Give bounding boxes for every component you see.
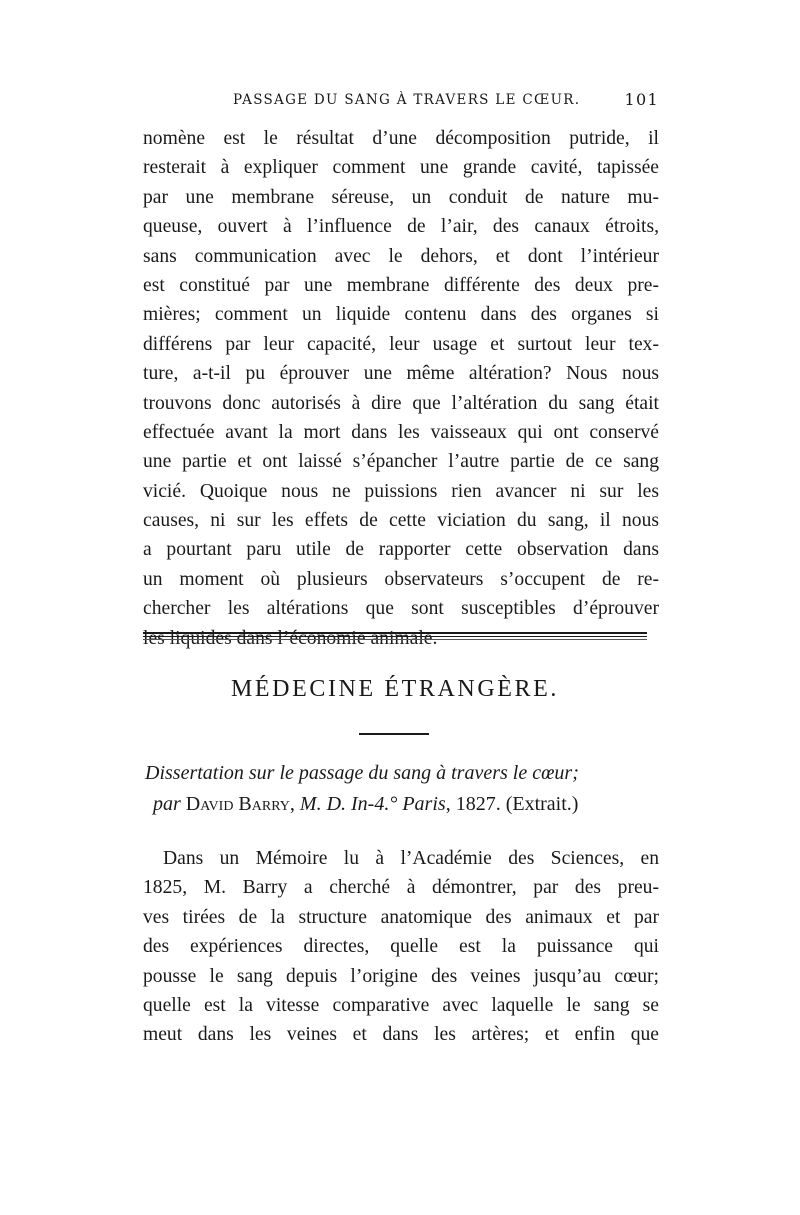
running-head-title: PASSAGE DU SANG À TRAVERS LE CŒUR. (233, 92, 581, 108)
section-divider (143, 632, 647, 640)
text-line: Dans un Mémoire lu à l’Académie des Sciences, en (163, 848, 659, 869)
text-line: nomène est le résultat d’une décomposition putride, il (143, 128, 659, 149)
text-line: un moment où plusieurs observateurs s’occupent de re- (143, 568, 659, 590)
page-number: 101 (624, 90, 659, 109)
citation-degree: M. D. (299, 793, 347, 815)
text-line: meut dans les veines et dans les artères; et enfin que (143, 1024, 659, 1046)
text-line: par une membrane séreuse, un conduit de nature mu- (143, 186, 659, 208)
text-line: pousse le sang depuis l’origine des veines jusqu’au cœur; (143, 965, 659, 987)
text-line: sans communication avec le dehors, et dont l’intérieur (143, 245, 659, 267)
text-line: différens par leur capacité, leur usage et surtout leur tex- (143, 333, 659, 355)
text-line: 1825, M. Barry a cherché à démontrer, par des preu- (143, 877, 659, 899)
text-line: quelle est la vitesse comparative avec laquelle le sang se (143, 994, 659, 1016)
citation-par: par (153, 793, 181, 815)
text-line: vicié. Quoique nous ne puissions rien avancer ni sur les (143, 480, 659, 502)
text-line: mières; comment un liquide contenu dans des organes si (143, 304, 659, 326)
text-line: resterait à expliquer comment une grande cavité, tapissée (143, 157, 659, 179)
title-underline (359, 733, 429, 735)
citation-title: Dissertation sur le passage du sang à travers le cœur; (145, 762, 579, 784)
text-line: chercher les altérations que sont susceptibles d’éprouver (143, 598, 659, 620)
section-title: MÉDECINE ÉTRANGÈRE. (230, 676, 560, 702)
article-citation (143, 758, 659, 820)
citation-author: David Barry (185, 793, 290, 815)
text-line: ture, a-t-il pu éprouver une même altération? Nous nous (143, 363, 659, 385)
citation-extract: (Extrait.) (505, 793, 579, 815)
text-line: ves tirées de la structure anatomique des animaux et par (143, 906, 659, 928)
paragraph-continuation (143, 124, 659, 653)
paragraph-body (143, 844, 659, 1050)
text-line: causes, ni sur les effets de cette viciation du sang, il nous (143, 510, 659, 532)
text-line: trouvons donc autorisés à dire que l’altération du sang était (143, 392, 659, 414)
text-line: une partie et ont laissé s’épancher l’autre partie de ce sang (143, 451, 659, 473)
text-line: queuse, ouvert à l’influence de l’air, des canaux étroits, (143, 216, 659, 238)
citation-details: par David Barry, M. D. In-4.° Paris, 1827. (Extrait.) (153, 793, 579, 815)
citation-year: 1827. (455, 793, 501, 815)
text-line: effectuée avant la mort dans les vaisseaux qui ont conservé (143, 421, 659, 443)
text-line: a pourtant paru utile de rapporter cette observation dans (143, 539, 659, 561)
text-line: des expériences directes, quelle est la puissance qui (143, 936, 659, 958)
text-line: est constitué par une membrane différente des deux pre- (143, 274, 659, 296)
citation-place: Paris (402, 793, 446, 815)
citation-format: In-4.° (351, 793, 398, 815)
